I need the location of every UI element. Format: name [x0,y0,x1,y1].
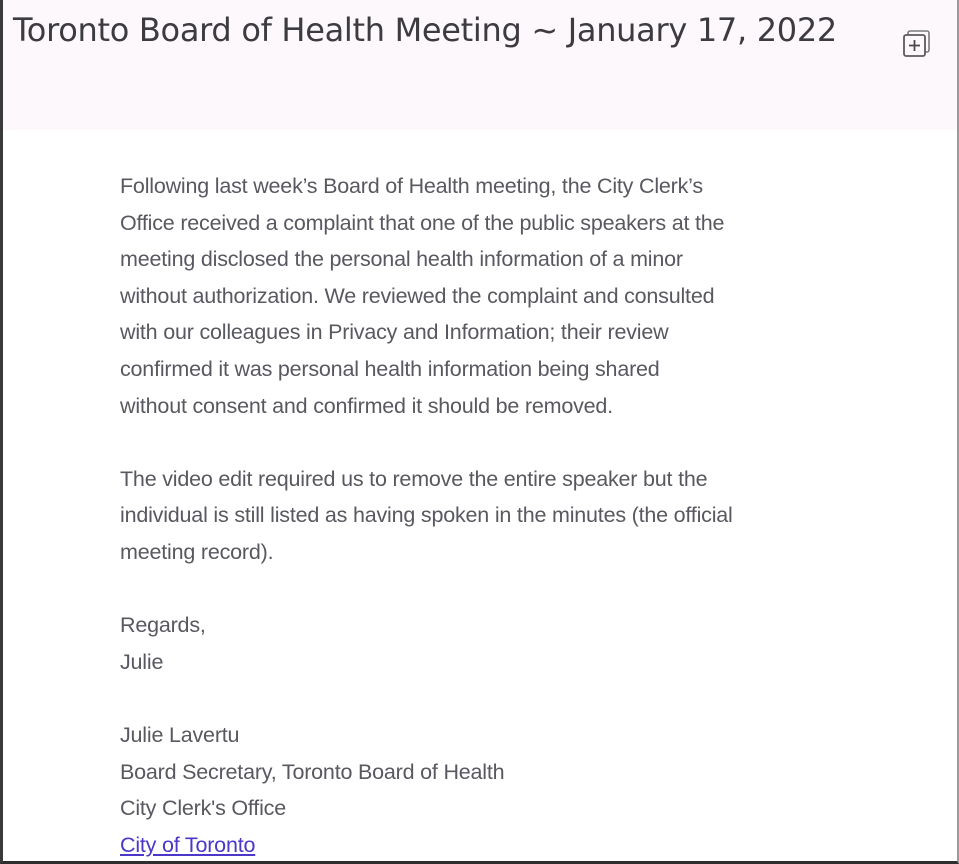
text-line: individual is still listed as having spoken in the minutes (the official [120,503,733,528]
message-body [3,0,957,863]
paragraph-complaint [120,168,920,424]
spacer [120,571,957,608]
closing-name: Julie [120,649,164,674]
closing-regards: Regards, [120,613,206,638]
spacer [120,424,957,461]
spacer [120,680,957,717]
city-of-toronto-link[interactable]: City of Toronto [120,832,256,857]
text-line: without consent and confirmed it should be removed. [120,393,613,418]
signature-name: Julie Lavertu [120,722,240,747]
text-line: meeting record). [120,539,274,564]
signature-office: City Clerk's Office [120,796,286,821]
text-line: with our colleagues in Privacy and Information; their review [120,320,669,345]
signature-block [120,717,920,863]
text-line: Following last week’s Board of Health meeting, the City Clerk’s [120,174,703,198]
signature-role: Board Secretary, Toronto Board of Health [120,759,505,784]
page-title: Toronto Board of Health Meeting ~ January 17, 2022 [13,11,837,49]
text-line: without authorization. We reviewed the complaint and consulted [120,283,715,308]
text-line: confirmed it was personal health information being shared [120,356,660,381]
text-line: The video edit required us to remove the entire speaker but the [120,466,708,491]
closing [120,607,920,680]
text-line: Office received a complaint that one of the public speakers at the [120,210,725,235]
paragraph-video-edit [120,461,920,571]
text-line: meeting disclosed the personal health information of a minor [120,247,683,272]
